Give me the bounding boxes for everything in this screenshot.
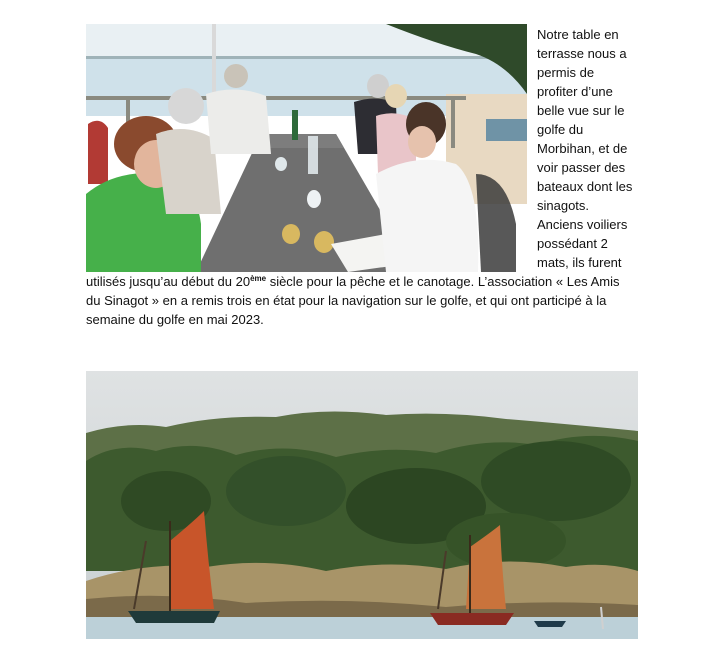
text-line: Notre table en xyxy=(537,27,619,42)
text-line xyxy=(86,272,646,291)
text-line: Morbihan, et de xyxy=(537,141,628,156)
text-line: golfe du xyxy=(537,122,584,137)
terrace-photo xyxy=(86,24,527,272)
text-line: permis de xyxy=(537,65,595,80)
side-paragraph xyxy=(537,25,647,272)
text-line: possédant 2 xyxy=(537,236,608,251)
text-line: voir passer des xyxy=(537,160,626,175)
text-line: bateaux dont les xyxy=(537,179,633,194)
text-line: du Sinagot » en a remis trois en état pour la navigation sur le golfe, et qui ont participé à la xyxy=(86,293,607,308)
continuation-paragraph xyxy=(86,272,646,329)
text-segment: utilisés jusqu’au début du 20 xyxy=(86,274,251,289)
text-line: mats, ils furent xyxy=(537,255,622,270)
text-line: semaine du golfe en mai 2023. xyxy=(86,312,264,327)
text-line: sinagots. xyxy=(537,198,590,213)
text-line: belle vue sur le xyxy=(537,103,625,118)
superscript: ème xyxy=(250,274,267,283)
text-line: Anciens voiliers xyxy=(537,217,628,232)
sailboats-photo xyxy=(86,371,638,639)
text-line: terrasse nous a xyxy=(537,46,627,61)
text-line: profiter d’une xyxy=(537,84,613,99)
text-segment: siècle pour la pêche et le canotage. L’association « Les Amis xyxy=(266,274,620,289)
